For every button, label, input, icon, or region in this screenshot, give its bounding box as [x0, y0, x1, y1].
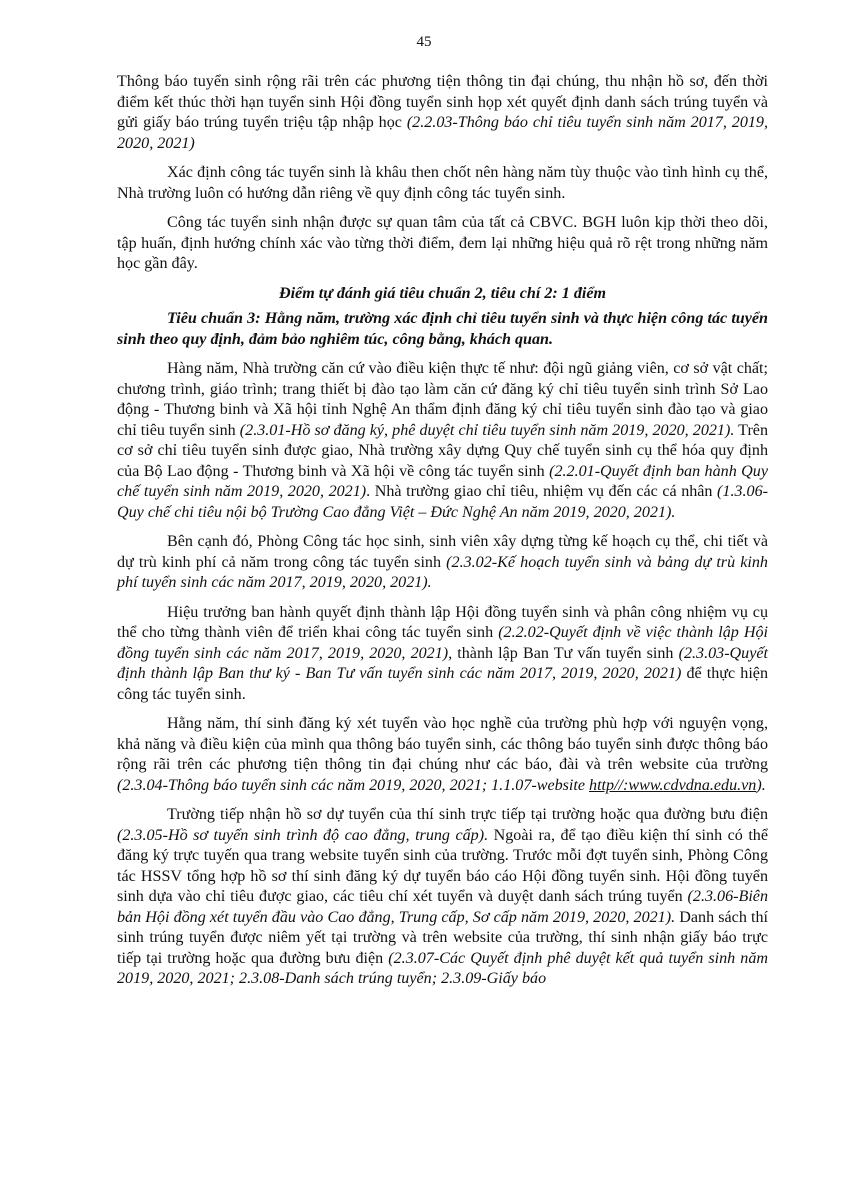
- paragraph-text: Điểm tự đánh giá tiêu chuẩn 2, tiêu chí 2: 1 điểm: [278, 284, 607, 302]
- evidence-reference: (2.3.07-Các Quyết định phê duyệt kết quả tuyển sinh năm 2019, 2020, 2021; 2.3.08-Danh sách trúng tuyển; 2.3.09-Giấy báo: [117, 949, 768, 987]
- evidence-reference: (2.2.02-Quyết định về việc thành lập Hội đồng tuyển sinh các năm 2017, 2019, 2020, 2021),: [117, 624, 768, 662]
- paragraph-text: Danh sách thí sinh trúng tuyển được niêm yết tại trường và trên website của trường, thí sinh nhận giấy báo trực tiếp tại trường hoặc qua đường bưu điện: [117, 908, 769, 967]
- evidence-reference: (1.3.06-Quy chế chi tiêu nội bộ Trường Cao đẳng Việt – Đức Nghệ An năm 2019, 2020, 2021).: [117, 483, 768, 521]
- body-paragraph: [117, 532, 768, 594]
- evidence-reference: (2.3.05-Hồ sơ tuyển sinh trình độ cao đẳng, trung cấp).: [117, 826, 489, 844]
- paragraph-text: Hằng năm, thí sinh đăng ký xét tuyển vào học nghề của trường phù hợp với nguyện vọng, khả năng và điều kiện của mình qua thông báo tuyển sinh, các thông báo tuyển sinh được thông báo rộng rãi trên các phương tiện thông tin đại chúng như các báo, đài và trên website của trường: [117, 715, 768, 773]
- paragraph-text: Trên cơ sở chỉ tiêu tuyển sinh được giao, Nhà trường xây dựng Quy chế tuyển sinh cụ thể hóa quy định của Bộ Lao động - Thương binh và Xã hội về công tác tuyển sinh: [117, 421, 768, 480]
- paragraph-text: Hiệu trưởng ban hành quyết định thành lập Hội đồng tuyển sinh và phân công nhiệm vụ cụ thể cho từng thành viên để triển khai công tác tuyển sinh: [117, 603, 768, 641]
- paragraph-text: Công tác tuyển sinh nhận được sự quan tâm của tất cả CBVC. BGH luôn kịp thời theo dõi, tập huấn, định hướng chính xác vào từng thời điểm, đem lại những hiệu quả rõ rệt trong những năm học gần đây.: [117, 214, 768, 272]
- body-paragraph: [117, 213, 768, 275]
- body-paragraph: [117, 163, 768, 204]
- paragraph-text: . Nhà trường giao chỉ tiêu, nhiệm vụ đến các cá nhân: [366, 483, 718, 500]
- paragraph-text: Trường tiếp nhận hồ sơ dự tuyển của thí sinh trực tiếp tại trường hoặc qua đường bưu điện: [167, 806, 768, 823]
- evidence-reference: (2.2.01-Quyết định ban hành Quy chế tuyển sinh năm 2019, 2020, 2021): [117, 462, 768, 500]
- paragraph-text: Bên cạnh đó, Phòng Công tác học sinh, sinh viên xây dựng từng kế hoạch cụ thể, chi tiết và dự trù kinh phí cả năm trong công tác tuyển sinh: [117, 533, 768, 571]
- evidence-reference: (2.3.03-Quyết định thành lập Ban thư ký - Ban Tư vấn tuyển sinh các năm 2017, 2019, 2020, 2021): [117, 644, 768, 682]
- evidence-reference: (2.3.02-Kế hoạch tuyển sinh và bảng dự trù kinh phí tuyển sinh các năm 2017, 2019, 2020, 2021).: [117, 553, 768, 591]
- evidence-reference: (2.2.03-Thông báo chỉ tiêu tuyển sinh năm 2017, 2019, 2020, 2021): [117, 114, 768, 152]
- paragraph-text: Thông báo tuyển sinh rộng rãi trên các phương tiện thông tin đại chúng, thu nhận hồ sơ, đến thời điểm kết thúc thời hạn tuyển sinh Hội đồng tuyển sinh họp xét quyết định danh sách trúng tuyển và gửi giấy báo trúng tuyển triệu tập nhập học: [117, 73, 768, 131]
- paragraph-text: Xác định công tác tuyển sinh là khâu then chốt nên hàng năm tùy thuộc vào tình hình cụ thể, Nhà trường luôn có hướng dẫn riêng về quy định công tác tuyển sinh.: [117, 164, 768, 202]
- evidence-reference: (2.3.06-Biên bản Hội đồng xét tuyển đầu vào Cao đẳng, Trung cấp, Sơ cấp năm 2019, 2020, 2021).: [117, 888, 768, 926]
- page-number: 45: [416, 34, 432, 50]
- paragraph-text: Ngoài ra, để tạo điều kiện thí sinh có thể đăng ký trực tuyến qua trang website tuyển sinh của trường. Trước mỗi đợt tuyển sinh, Phòng Công tác HSSV tổng hợp hồ sơ thí sinh đăng ký dự tuyển báo cáo Hội đồng tuyển sinh. Hội đồng tuyển sinh dựa vào chỉ tiêu được giao, các tiêu chí xét tuyển và duyệt danh sách trúng tuyển: [117, 826, 768, 905]
- body-paragraph: [117, 603, 768, 706]
- body-paragraph: [117, 72, 768, 154]
- self-assessment-score: [117, 284, 768, 305]
- evidence-reference: (2.3.04-Thông báo tuyển sinh các năm 2019, 2020, 2021; 1.1.07-website: [117, 776, 590, 794]
- evidence-reference: ).: [756, 776, 766, 794]
- paragraph-text: để thực hiện công tác tuyển sinh.: [117, 665, 768, 703]
- paragraph-text: Hàng năm, Nhà trường căn cứ vào điều kiện thực tế như: đội ngũ giảng viên, cơ sở vật chất; chương trình, giáo trình; trang thiết bị đào tạo làm căn cứ đăng ký chỉ tiêu tuyển sinh trình Sở Lao động - Thương binh và Xã hội tỉnh Nghệ An thẩm định đăng ký chỉ tiêu tuyển sinh đào tạo và giao chỉ tiêu tuyển sinh: [117, 360, 768, 439]
- website-link[interactable]: http//:www.cdvdna.edu.vn: [589, 776, 757, 794]
- paragraph-text: Tiêu chuẩn 3: Hằng năm, trường xác định chỉ tiêu tuyển sinh và thực hiện công tác tuyển sinh theo quy định, đảm bảo nghiêm túc, công bằng, khách quan.: [117, 310, 768, 348]
- criterion-heading: [117, 309, 768, 350]
- evidence-reference: (2.3.01-Hồ sơ đăng ký, phê duyệt chỉ tiêu tuyển sinh năm 2019, 2020, 2021).: [239, 421, 735, 439]
- document-body: [117, 72, 768, 999]
- body-paragraph: [117, 359, 768, 523]
- body-paragraph: [117, 714, 768, 796]
- paragraph-text: thành lập Ban Tư vấn tuyển sinh: [452, 644, 679, 662]
- body-paragraph: [117, 805, 768, 990]
